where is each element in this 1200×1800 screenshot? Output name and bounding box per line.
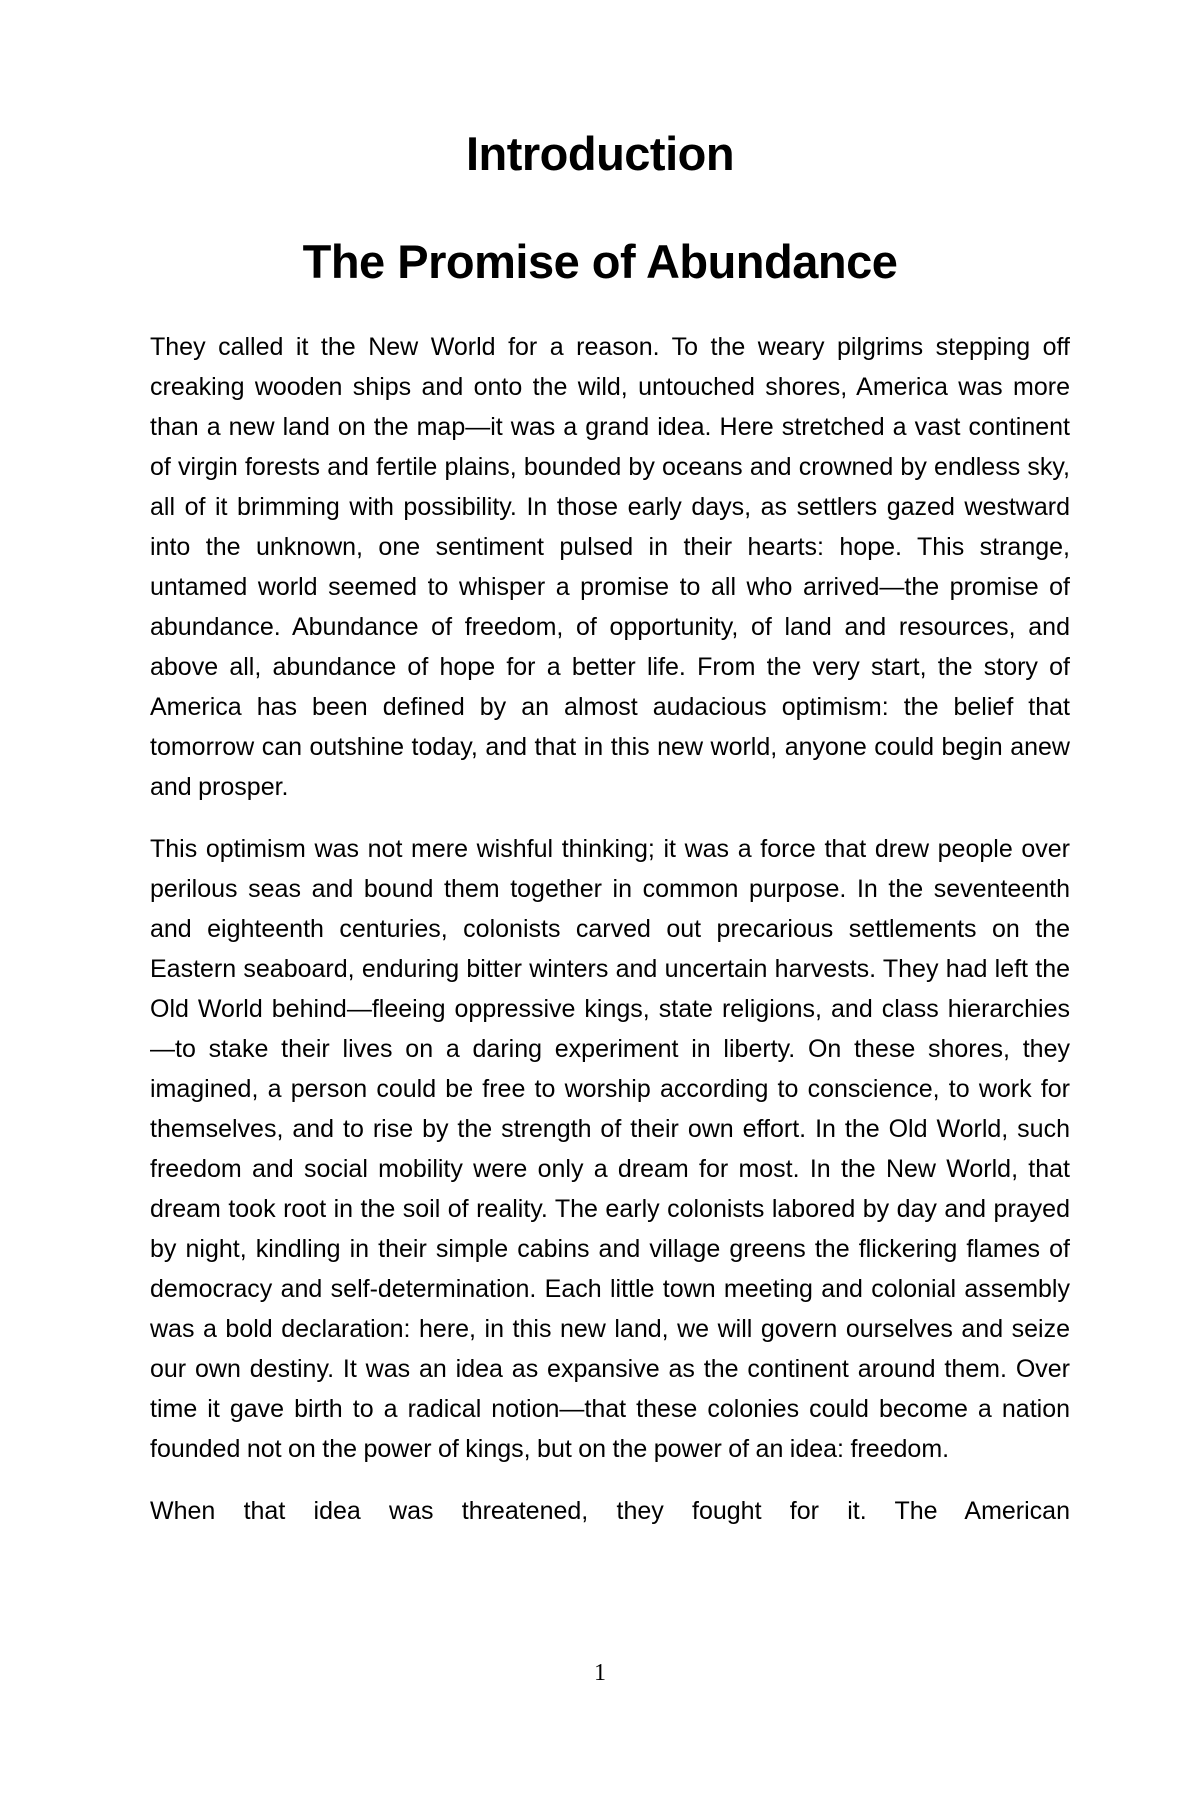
- paragraph-1: They called it the New World for a reason. To the weary pilgrims stepping off creaking wooden ships and onto the wild, untouched shores, America was more than a new land on the map—it was a grand idea. Here stretched a vast continent of virgin forests and fertile plains, bounded by oceans and crowned by endless sky, all of it brimming with possibility. In those early days, as settlers gazed westward into the unknown, one sentiment pulsed in their hearts: hope. This strange, untamed world seemed to whisper a promise to all who arrived—the promise of abundance. Abundance of freedom, of opportunity, of land and resources, and above all, abundance of hope for a better life. From the very start, the story of America has been defined by an almost audacious optimism: the belief that tomorrow can outshine today, and that in this new world, anyone could begin anew and prosper.: [150, 333, 1070, 801]
- chapter-label: Introduction: [465, 127, 735, 180]
- body-text: [150, 327, 1070, 1553]
- paragraph-2: This optimism was not mere wishful thinking; it was a force that drew people over perilous seas and bound them together in common purpose. In the seventeenth and eighteenth centuries, colonists carved out precarious settlements on the Eastern seaboard, enduring bitter winters and uncertain harvests. They had left the Old World behind—fleeing oppressive kings, state religions, and class hierarchies—to stake their lives on a daring experiment in liberty. On these shores, they imagined, a person could be free to worship according to conscience, to work for themselves, and to rise by the strength of their own effort. In the Old World, such freedom and social mobility were only a dream for most. In the New World, that dream took root in the soil of reality. The early colonists labored by day and prayed by night, kindling in their simple cabins and village greens the flickering flames of democracy and self-determination. Each little town meeting and colonial assembly was a bold declaration: here, in this new land, we will govern ourselves and seize our own destiny. It was an idea as expansive as the continent around them. Over time it gave birth to a radical notion—that these colonies could become a nation founded not on the power of kings, but on the power of an idea: freedom.: [150, 835, 1070, 1463]
- chapter-title: The Promise of Abundance: [302, 235, 898, 288]
- page-number: 1: [594, 1660, 606, 1686]
- paragraph-3: When that idea was threatened, they fought for it. The American: [150, 1497, 1070, 1525]
